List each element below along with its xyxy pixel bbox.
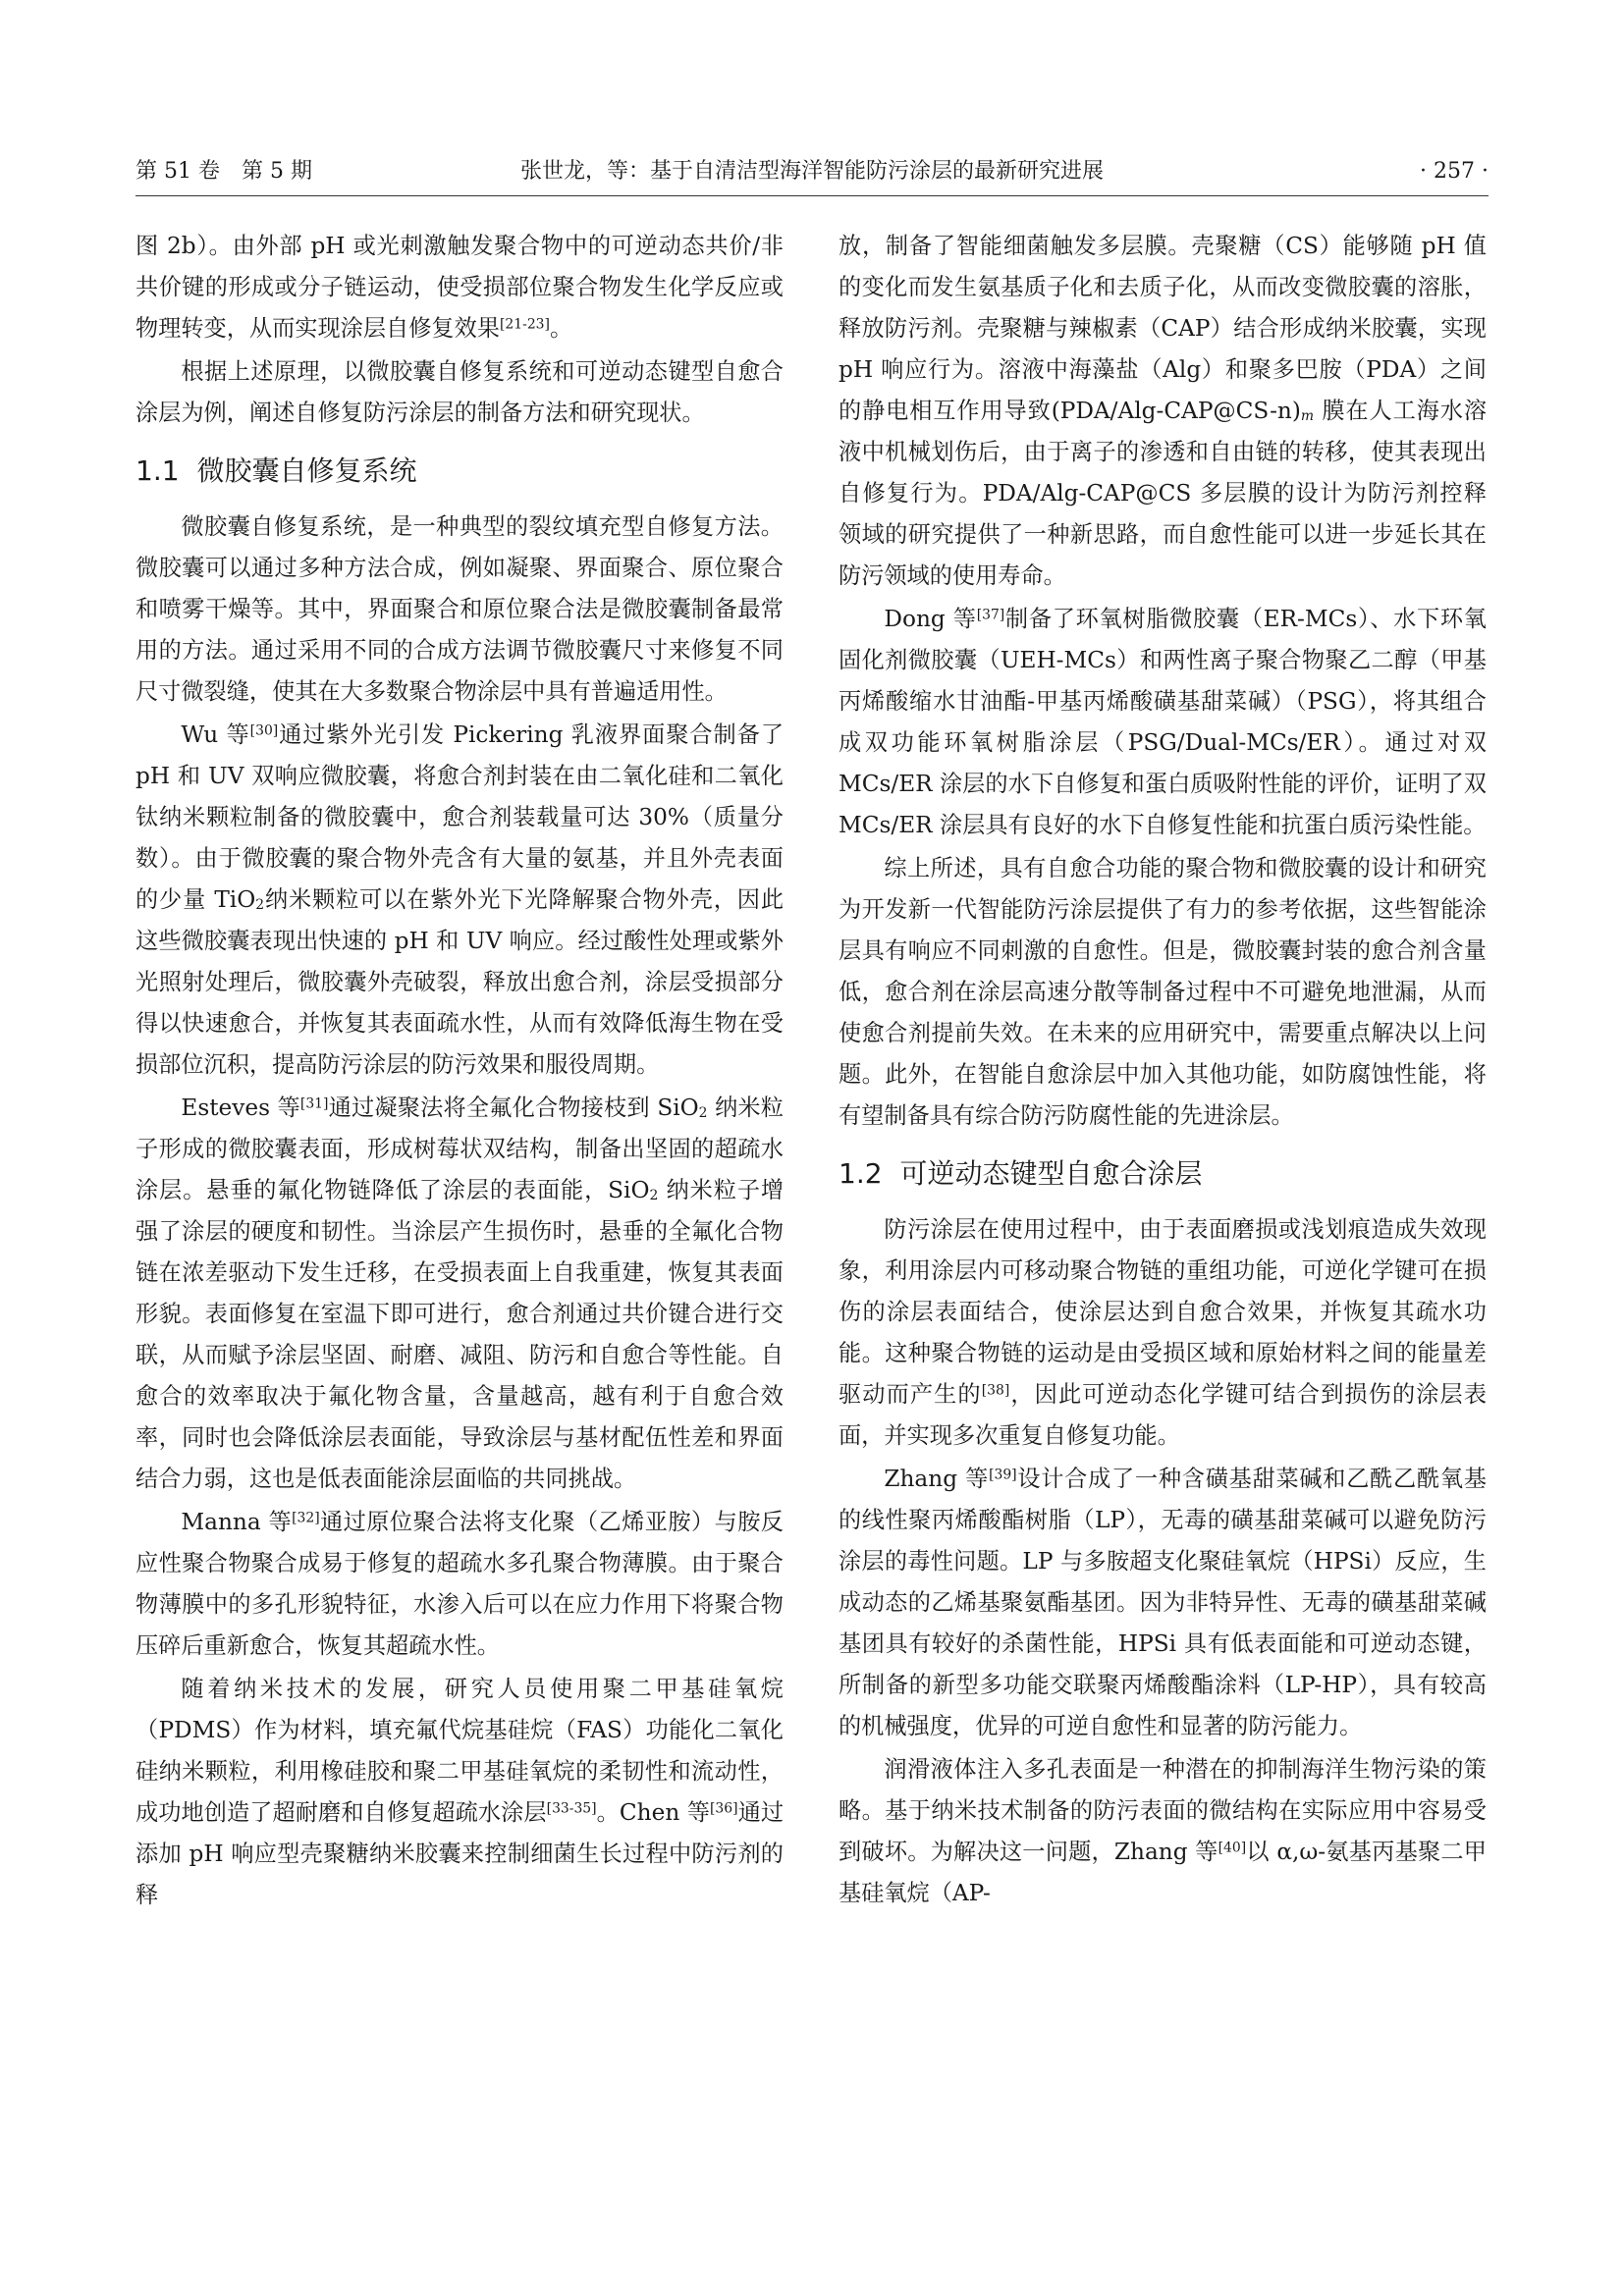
paragraph: 微胶囊自修复系统，是一种典型的裂纹填充型自修复方法。微胶囊可以通过多种方法合成，例如凝聚、界面聚合、原位聚合和喷雾干燥等。其中，界面聚合和原位聚合法是微胶囊制备最常用的方法。通过采用不同的合成方法调节微胶囊尺寸来修复不同尺寸微裂缝，使其在大多数聚合物涂层中具有普遍适用性。 [135, 513, 784, 705]
running-title: 张世龙，等：基于自清洁型海洋智能防污涂层的最新研究进展 [519, 159, 1104, 184]
citation[interactable]: [39] [989, 1467, 1017, 1483]
citation[interactable]: [33-35] [546, 1800, 597, 1817]
header-rule [135, 195, 1489, 196]
citation[interactable]: [21-23] [500, 316, 550, 333]
section-heading-1-1 [135, 450, 784, 493]
paragraph: 防污涂层在使用过程中，由于表面磨损或浅划痕造成失效现象，利用涂层内可移动聚合物链的重组功能，可逆化学键可在损伤的涂层表面结合，使涂层达到自愈合效果，并恢复其疏水功能。这种聚合物链的运动是由受损区域和原始材料之间的能量差驱动而产生的[38]，因此可逆动态化学键可结合到损伤的涂层表面，并实现多次重复自修复功能。 [839, 1216, 1488, 1449]
section-title: 可逆动态键型自愈合涂层 [899, 1157, 1203, 1190]
paragraph: 润滑液体注入多孔表面是一种潜在的抑制海洋生物污染的策略。基于纳米技术制备的防污表面的微结构在实际应用中容易受到破坏。为解决这一问题，Zhang 等[40]以 α,ω-氨基丙基聚二甲基硅氧烷（AP- [839, 1756, 1487, 1906]
paragraph: 图 2b）。由外部 pH 或光刺激触发聚合物中的可逆动态共价/非共价键的形成或分子链运动，使受损部位聚合物发生化学反应或物理转变，从而实现涂层自修复效果[21-23]。 [135, 233, 784, 342]
section-number: 1.2 [839, 1157, 883, 1190]
paragraph: Manna 等[32]通过原位聚合法将支化聚（乙烯亚胺）与胺反应性聚合物聚合成易于修复的超疏水多孔聚合物薄膜。由于聚合物薄膜中的多孔形貌特征，水渗入后可以在应力作用下将聚合物压碎后重新愈合，恢复其超疏水性。 [135, 1509, 784, 1659]
running-header [135, 157, 1489, 196]
journal-issue: 第 51 卷 第 5 期 [135, 159, 312, 184]
section-title: 微胶囊自修复系统 [196, 454, 417, 487]
section-number: 1.1 [135, 454, 180, 487]
paragraph: 放，制备了智能细菌触发多层膜。壳聚糖（CS）能够随 pH 值的变化而发生氨基质子化和去质子化，从而改变微胶囊的溶胀，释放防污剂。壳聚糖与辣椒素（CAP）结合形成纳米胶囊，实现 pH 响应行为。溶液中海藻盐（Alg）和聚多巴胺（PDA）之间的静电相互作用导致$(PDA/Alg-CAP@CS-n)_m$ 膜在人工海水溶液中机械划伤后，由于离子的渗透和自由链的转移，使其表现出自修复行为。PDA/Alg-CAP@CS 多层膜的设计为防污剂控释领域的研究提供了一种新思路，而自愈性能可以进一步延长其在防污领域的使用寿命。 [839, 233, 1488, 589]
paragraph: Dong 等[37]制备了环氧树脂微胶囊（ER-MCs）、水下环氧固化剂微胶囊（UEH-MCs）和两性离子聚合物聚乙二醇（甲基丙烯酸缩水甘油酯-甲基丙烯酸磺基甜菜碱）（PSG），将其组合成双功能环氧树脂涂层（PSG/Dual-MCs/ER）。通过对双 MCs/ER 涂层的水下自修复和蛋白质吸附性能的评价，证明了双 MCs/ER 涂层具有良好的水下自修复性能和抗蛋白质污染性能。 [839, 606, 1487, 838]
citation[interactable]: [37] [976, 607, 1005, 623]
paragraph: Wu 等[30]通过紫外光引发 Pickering 乳液界面聚合制备了 pH 和 UV 双响应微胶囊，将愈合剂封装在由二氧化硅和二氧化钛纳米颗粒制备的微胶囊中，愈合剂装载量可达 30%（质量分数）。由于微胶囊的聚合物外壳含有大量的氨基，并且外壳表面的少量 TiO$_2$纳米颗粒可以在紫外光下光降解聚合物外壳，因此这些微胶囊表现出快速的 pH 和 UV 响应。经过酸性处理或紫外光照射处理后，微胶囊外壳破裂，释放出愈合剂，涂层受损部分得以快速愈合，并恢复其表面疏水性，从而有效降低海生物在受损部位沉积，提高防污涂层的防污效果和服役周期。 [135, 721, 785, 1078]
paragraph: 随着纳米技术的发展，研究人员使用聚二甲基硅氧烷（PDMS）作为材料，填充氟代烷基硅烷（FAS）功能化二氧化硅纳米颗粒，利用橡硅胶和聚二甲基硅氧烷的柔韧性和流动性，成功地创造了超耐磨和自修复超疏水涂层[33-35]。Chen 等[36]通过添加 pH 响应型壳聚糖纳米胶囊来控制细菌生长过程中防污剂的释 [135, 1676, 785, 1908]
citation[interactable]: [38] [981, 1382, 1010, 1399]
citation[interactable]: [36] [709, 1800, 738, 1817]
citation[interactable]: [31] [299, 1095, 329, 1112]
paragraph: 综上所述，具有自愈合功能的聚合物和微胶囊的设计和研究为开发新一代智能防污涂层提供了有力的参考依据，这些智能涂层具有响应不同刺激的自愈性。但是，微胶囊封装的愈合剂含量低，愈合剂在涂层高速分散等制备过程中不可避免地泄漏，从而使愈合剂提前失效。在未来的应用研究中，需要重点解决以上问题。此外，在智能自愈涂层中加入其他功能，如防腐蚀性能，将有望制备具有综合防污防腐性能的先进涂层。 [839, 855, 1487, 1129]
page-number: · 257 · [1420, 159, 1489, 184]
paragraph: 根据上述原理，以微胶囊自修复系统和可逆动态键型自愈合涂层为例，阐述自修复防污涂层的制备方法和研究现状。 [135, 358, 784, 426]
paragraph: Esteves 等[31]通过凝聚法将全氟化合物接枝到 SiO$_2$ 纳米粒子形成的微胶囊表面，形成树莓状双结构，制备出坚固的超疏水涂层。悬垂的氟化物链降低了涂层的表面能，SiO$_2$ 纳米粒子增强了涂层的硬度和韧性。当涂层产生损伤时，悬垂的全氟化合物链在浓差驱动下发生迁移，在受损表面上自我重建，恢复其表面形貌。表面修复在室温下即可进行，愈合剂通过共价键合进行交联，从而赋予涂层坚固、耐磨、减阻、防污和自愈合等性能。自愈合的效率取决于氟化物含量，含量越高，越有利于自愈合效率，同时也会降低涂层表面能，导致涂层与基材配伍性差和界面结合力弱，这也是低表面能涂层面临的共同挑战。 [135, 1095, 785, 1492]
left-column [135, 226, 784, 1916]
citation[interactable]: [32] [292, 1510, 320, 1526]
paragraph: Zhang 等[39]设计合成了一种含磺基甜菜碱和乙酰乙酰氧基的线性聚丙烯酸酯树脂（LP），无毒的磺基甜菜碱可以避免防污涂层的毒性问题。LP 与多胺超支化聚硅氧烷（HPSi）反应，生成动态的乙烯基聚氨酯基团。因为非特异性、无毒的磺基甜菜碱基团具有较好的杀菌性能，HPSi 具有低表面能和可逆动态键，所制备的新型多功能交联聚丙烯酸酯涂料（LP-HP），具有较高的机械强度，优异的可逆自愈性和显著的防污能力。 [839, 1466, 1487, 1739]
citation[interactable]: [30] [249, 722, 279, 739]
right-column [839, 226, 1487, 1914]
citation[interactable]: [40] [1218, 1840, 1247, 1856]
section-heading-1-2 [839, 1152, 1487, 1196]
